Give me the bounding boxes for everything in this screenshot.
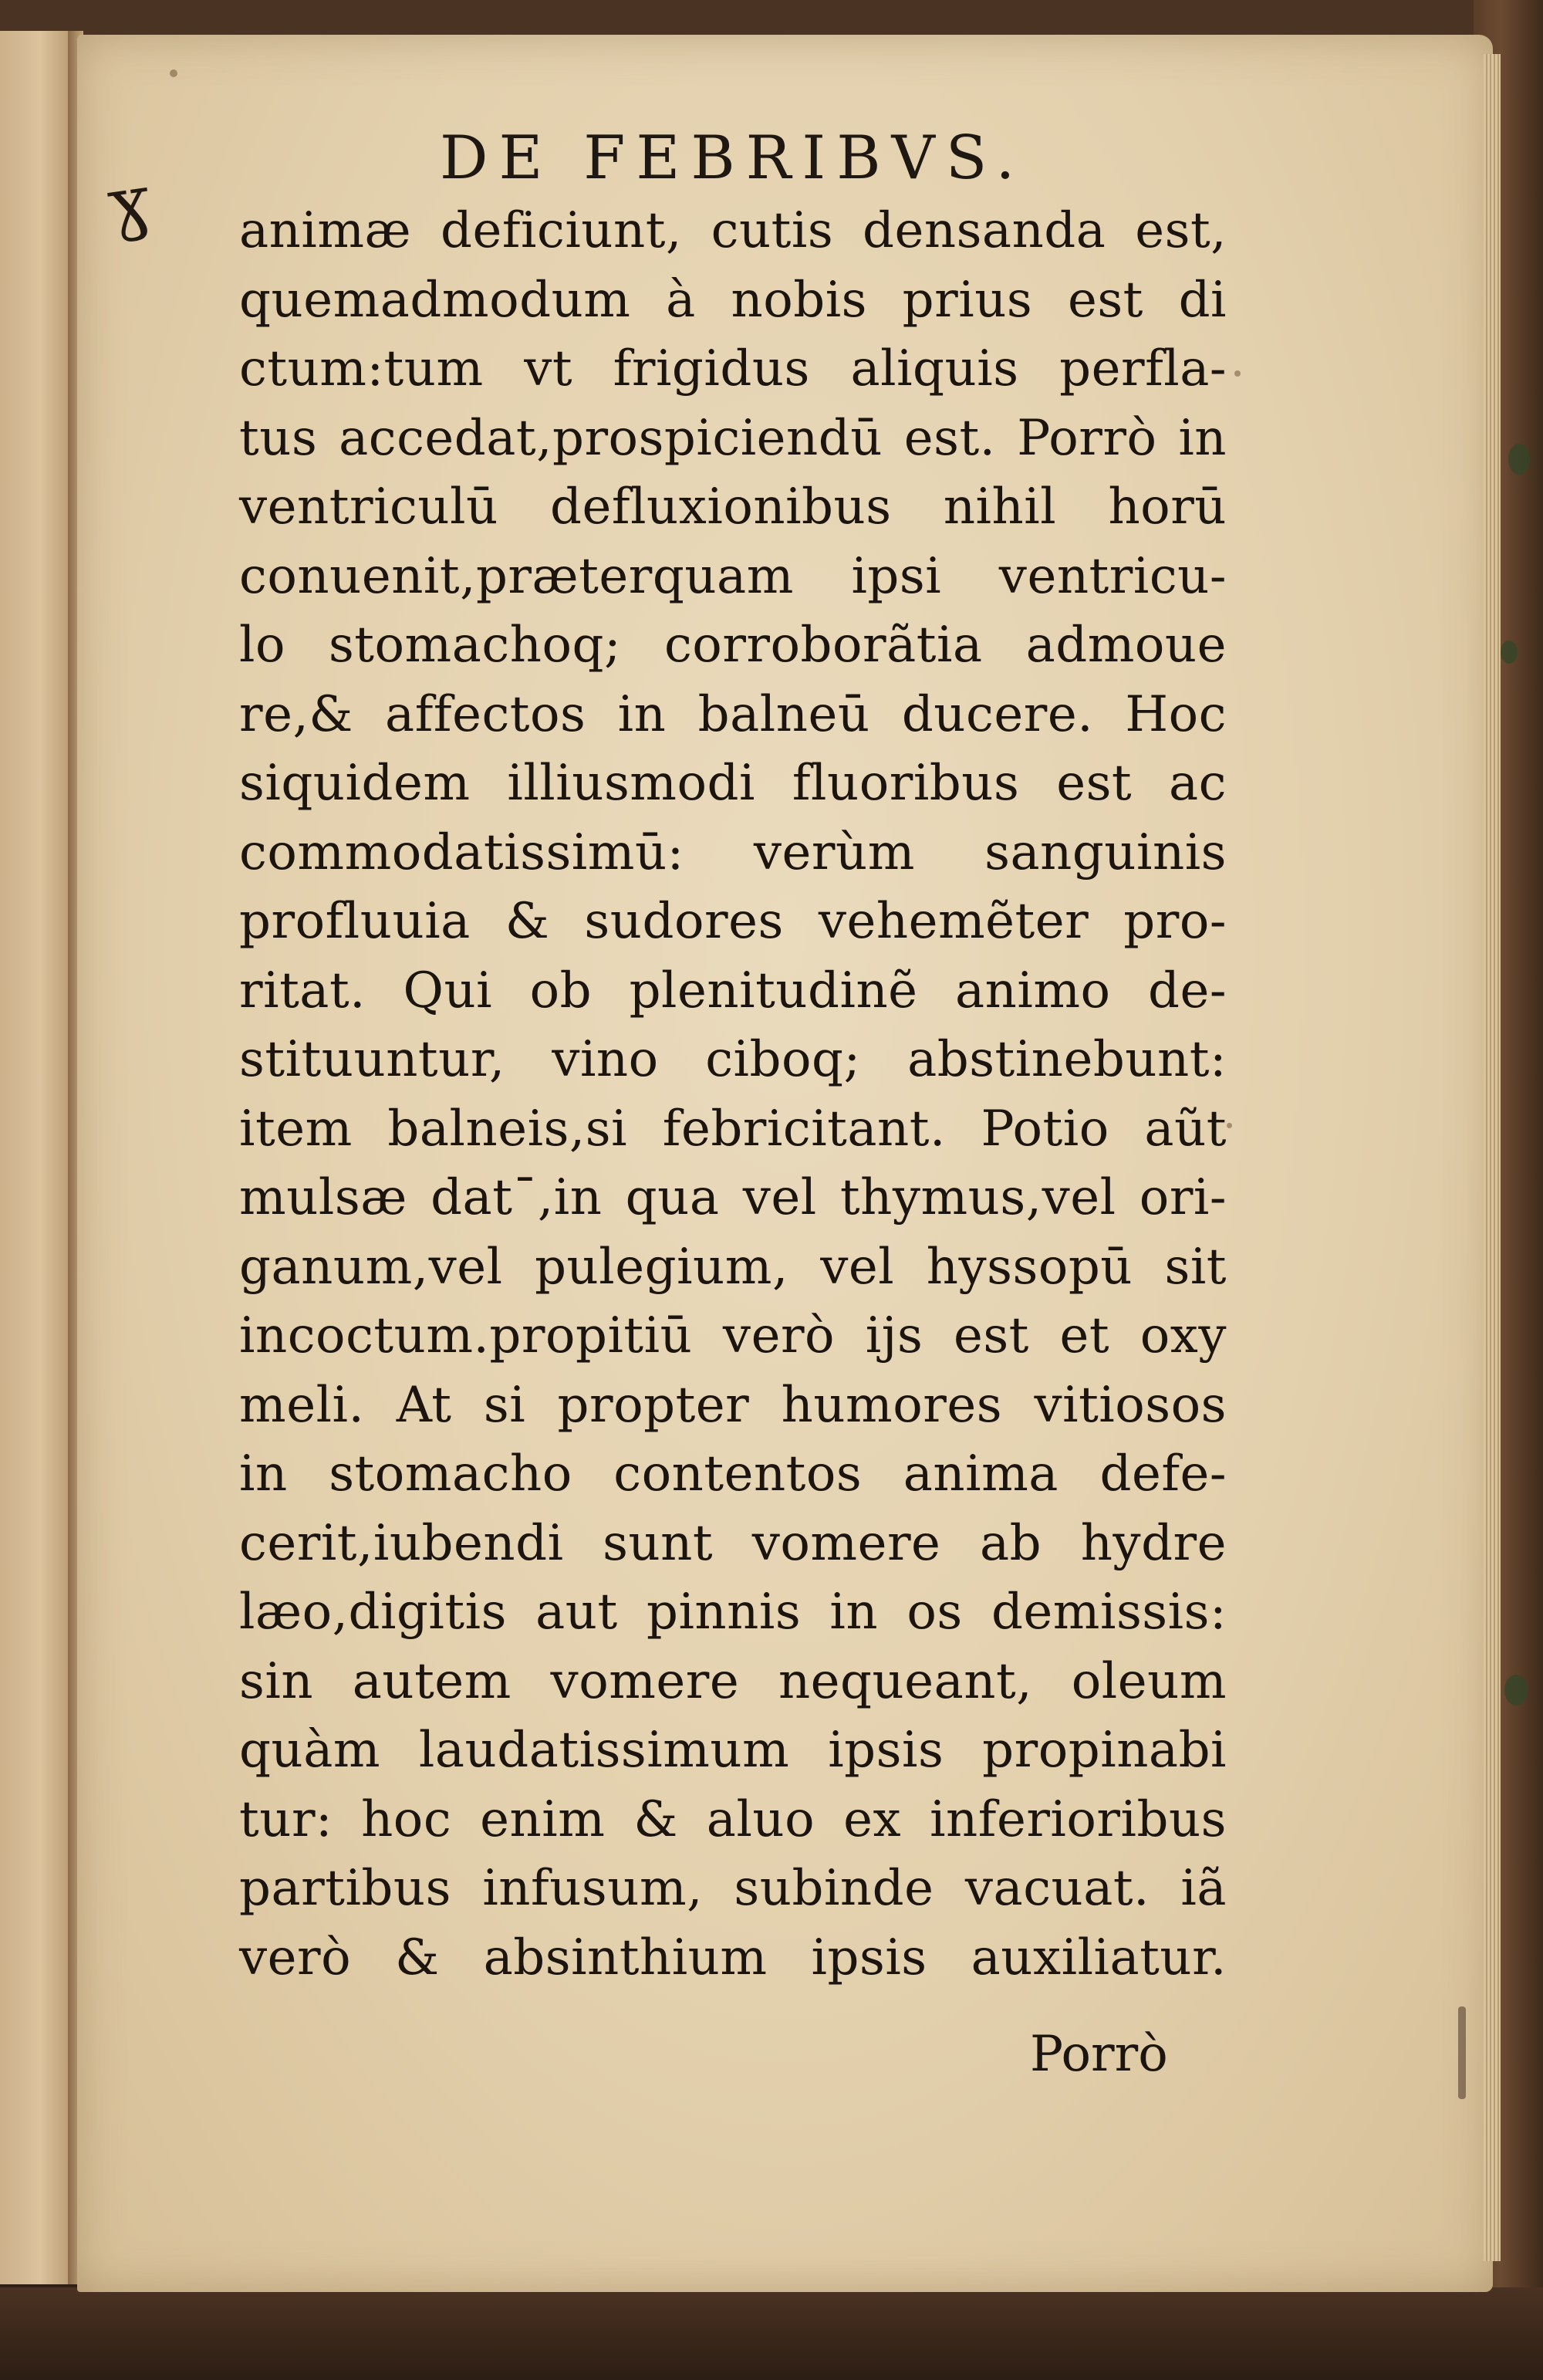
- text-line: læo,digitis aut pinnis in os demissis:: [239, 1584, 1227, 1641]
- catchword: Porrò: [1030, 2026, 1168, 2083]
- text-line: tus accedat,prospiciendū est. Porrò in: [239, 409, 1227, 467]
- text-line: incoctum.propitiū verò ijs est et oxy: [239, 1307, 1227, 1364]
- text-line: ctum:tum vt frigidus aliquis perfla-: [239, 340, 1227, 397]
- stain: [1504, 1675, 1528, 1706]
- text-line: ritat. Qui ob plenitudinẽ animo de-: [239, 962, 1227, 1019]
- text-line: in stomacho contentos anima defe-: [239, 1445, 1227, 1503]
- previous-page-edge: [0, 31, 75, 2284]
- text-line: conuenit,præterquam ipsi ventricu-: [239, 547, 1227, 605]
- running-head: DE FEBRIBVS.: [440, 123, 1026, 193]
- text-line: partibus infusum, subinde vacuat. iã: [239, 1860, 1227, 1917]
- stain: [1508, 444, 1530, 475]
- text-line: sin autem vomere nequeant, oleum: [239, 1652, 1227, 1710]
- text-line: tur: hoc enim & aluo ex inferioribus: [239, 1790, 1227, 1848]
- page-crease: [1458, 2006, 1466, 2099]
- text-line: verò & absinthium ipsis auxiliatur.: [239, 1929, 1227, 1986]
- speck: [1234, 370, 1241, 377]
- text-line: animæ deficiunt, cutis densanda est,: [239, 202, 1227, 259]
- margin-annotation: ɣ: [102, 159, 155, 246]
- body-text: [239, 197, 1227, 1993]
- stain: [1501, 641, 1518, 664]
- text-line: stituuntur, vino ciboq; abstinebunt:: [239, 1031, 1227, 1088]
- text-line: profluuia & sudores vehemẽter pro-: [239, 893, 1227, 950]
- text-line: cerit,iubendi sunt vomere ab hydre: [239, 1514, 1227, 1572]
- text-line: item balneis,si febricitant. Potio aũt: [239, 1100, 1227, 1158]
- speck: [1227, 1123, 1232, 1128]
- text-line: re,& affectos in balneū ducere. Hoc: [239, 685, 1227, 743]
- text-line: ganum,vel pulegium, vel hyssopū sit: [239, 1238, 1227, 1296]
- text-line: commodatissimū: verùm sanguinis: [239, 823, 1227, 881]
- text-line: quàm laudatissimum ipsis propinabi: [239, 1722, 1227, 1779]
- text-line: lo stomachoq; corroborãtia admoue: [239, 617, 1227, 674]
- page-edges: [1484, 54, 1501, 2261]
- text-line: ventriculū defluxionibus nihil horū: [239, 478, 1227, 536]
- text-line: mulsæ datˉ,in qua vel thymus,vel ori-: [239, 1169, 1227, 1226]
- speck: [170, 69, 177, 77]
- book-cover-bottom: [0, 2287, 1543, 2380]
- text-line: quemadmodum à nobis prius est di: [239, 271, 1227, 329]
- text-line: siquidem illiusmodi fluoribus est ac: [239, 755, 1227, 812]
- text-line: meli. At si propter humores vitiosos: [239, 1376, 1227, 1434]
